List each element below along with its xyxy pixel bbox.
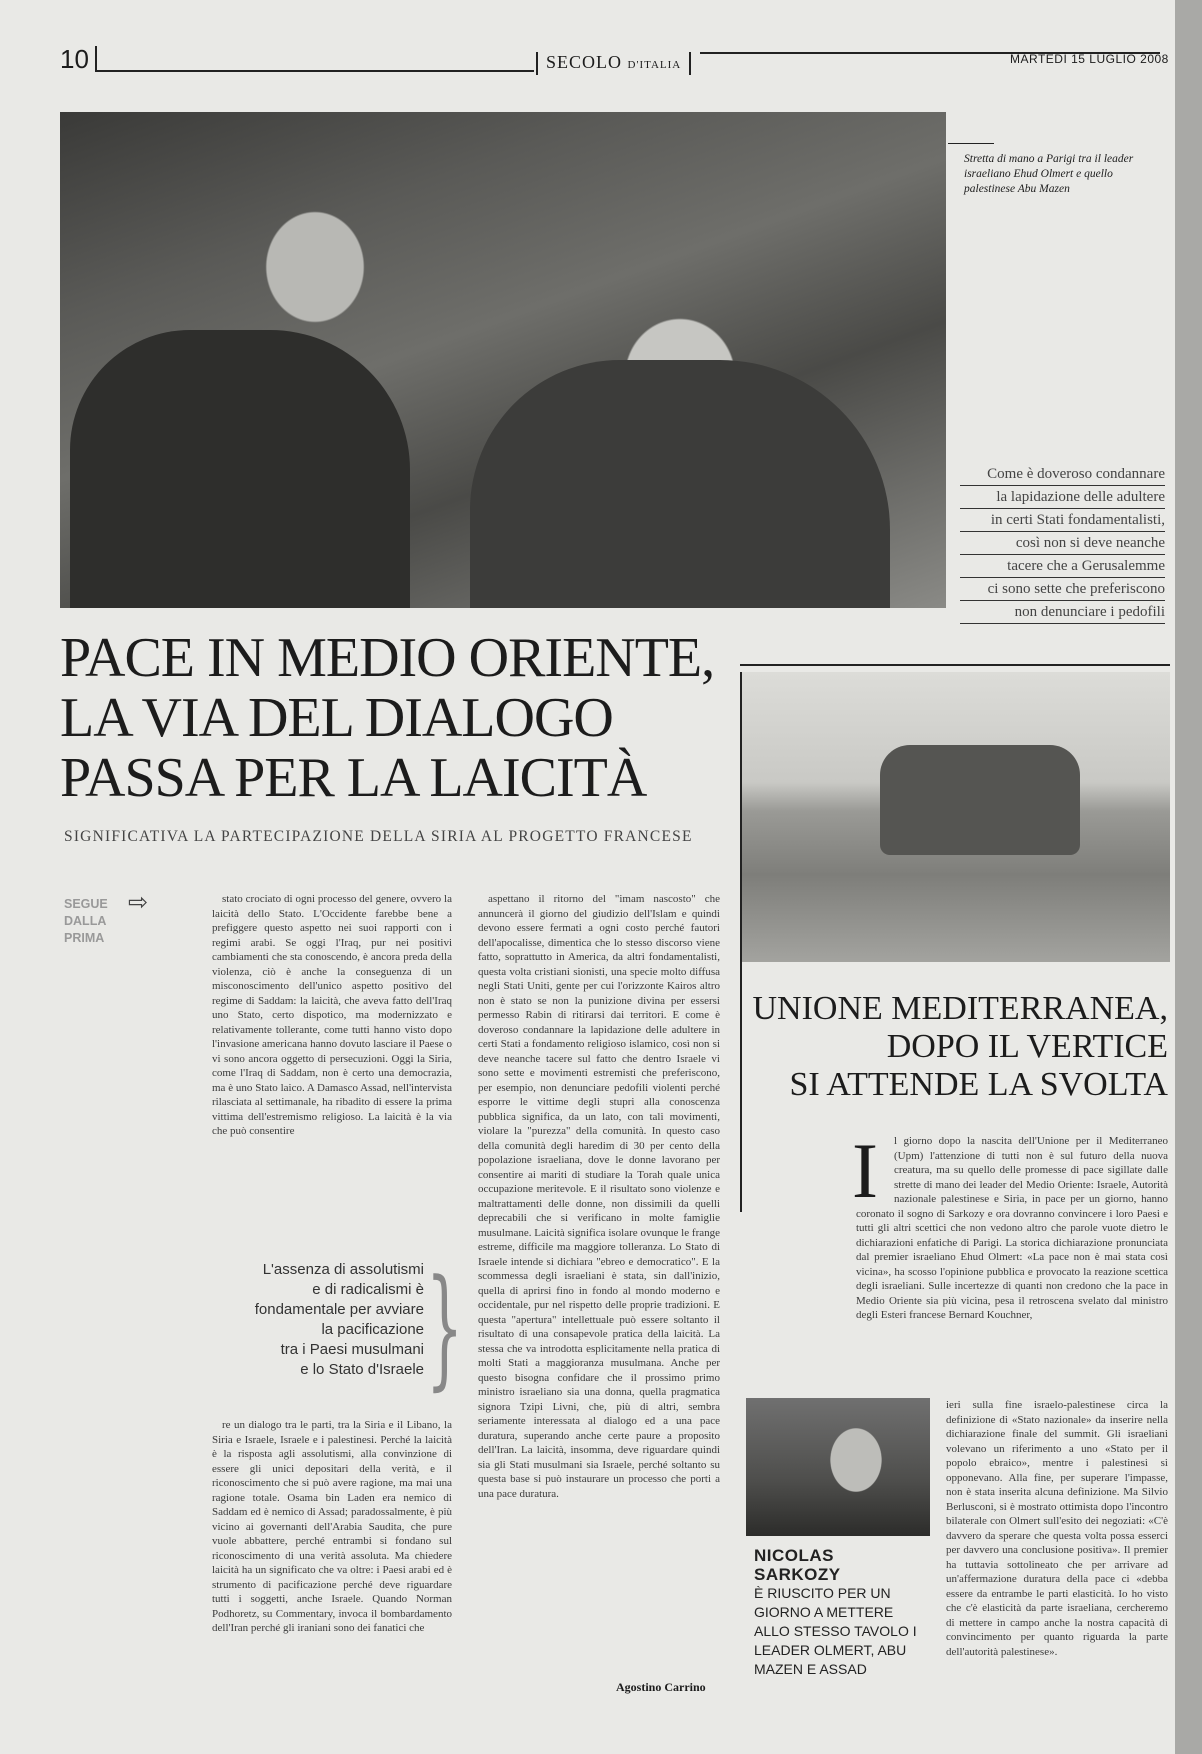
- sarkozy-caption: È RIUSCITO PER UN GIORNO A METTERE ALLO STESSO TAVOLO I LEADER OLMERT, ABU MAZEN E ASSAD: [754, 1585, 917, 1677]
- article-paragraph: aspettano il ritorno del "imam nascosto" che annuncerà il giorno del giudizio dell'Islam e quindi devono essere fermati a ogni costo perché fautori dell'apocalisse, dimentica che lo stesso discorso viene fatto, soprattutto in America, da altri fondamentalisti, questa volta cristiani sionisti, una specie molto diffusa negli Stati Uniti, gente per cui l'orizzonte Kairos altro non è stato se non la punizione divina per essersi permesso Rabin di ritirarsi dai territori. E come è doveroso condannare la lapidazione delle adultere in certi Stati a fondamento religioso islamico, così non si deve neanche tacere sul fatto che dentro Israele vi sono sette e movimenti estremisti che preferiscono, per esempio, non denunciare pedofili violenti perché esporre le vittime degli stupri alla conoscenza pubblica significa, da un lato, con tali movimenti, violare la "purezza" della comunità. In questo caso della comunità degli haredim di 30 per cento della popolazione israeliana, dove le donne lavorano per consentire ai mariti di studiare la Torah quale unica occupazione meritevole. E il risultato sono violenze e maltrattamenti delle donne, non dissimili da quelli deprecabili che si verificano in molte famiglie musulmane. Laicità significa isolare ovunque le frange estreme, difficile ma maggiore tolleranza. Lo Stato di Israele intende si dichiara "ebreo e democratico". E la scommessa degli israeliani è stata, sin dall'inizio, quella di aprirsi fino in fondo al mondo moderno e occidentale, pur nel rispetto delle proprie tradizioni. E questa "apertura" intellettuale può essere soltanto il risultato di una consapevole pratica della laicità. La stessa che va introdotta esplicitamente nella pratica di molti Stati a maggioranza musulmana. Anche per questo bisogna confidare che il prossimo primo ministro israeliano sia una donna, quella pragmatica signora Tzipi Livni, che, più di altri, sembra seriamente interessata al dialogo ed a una pace duratura, superando anche certe paure a proposito dell'Iran. La laicità, insomma, deve riguardare quindi sia gli Stati musulmani sia Israele, perché soltanto su questa base si può instaurare un processo che porti a una pace duratura.: [478, 893, 720, 1500]
- article-paragraph: stato crociato di ogni processo del genere, ovvero la laicità dello Stato. L'Occidente farebbe bene a prefiggere questo aspetto nei suoi rapporti con i regimi arabi. Se oggi l'Iraq, pur nei positivi cambiamenti che sta conoscendo, è ancora preda della violenza, ciò è anche la conseguenza di un misconoscimento dell'unico aspetto positivo del regime di Saddam: la laicità, che aveva fatto dell'Iraq uno Stato, certo dispotico, ma modernizzato e relativamente tollerante, come tutti hanno visto dopo l'invasione americana hanno dovuto lasciare il Paese o vi sono ancora oggetto di persecuzioni. Oggi la Siria, come l'Iraq di Saddam, non è certo una democrazia, ma è uno Stato laico. A Damasco Assad, nell'intervista rilasciata al settimanale, ha ribadito di essere la prima vittima dell'estremismo religioso. La laicità è la via che può consentire: [212, 893, 452, 1137]
- article-column-1-bottom: [212, 1418, 452, 1688]
- article-column-2: [478, 892, 720, 1676]
- pull-quote-2-line: e di radicalismi è: [312, 1281, 424, 1298]
- side-headline-line: UNIONE MEDITERRANEA,: [752, 990, 1168, 1027]
- pull-quote-1-line: tacere che a Gerusalemme: [960, 555, 1165, 578]
- side-article-paragraph: [856, 1134, 1168, 1323]
- pull-quote-2-line: la pacificazione: [321, 1321, 424, 1338]
- side-article-paragraph: ieri sulla fine israelo-palestinese circa la definizione di «Stato nazionale» da inserire nella dichiarazione finale del summit. Gli israeliani volevano un riferimento a uno «Stato per il popolo ebraico», mentre i palestinesi si opponevano. Alla fine, per superare l'impasse, non è stata inserita alcuna definizione. Ma Silvio Berlusconi, si è mostrato ottimista dopo l'incontro bilaterale con Olmert sull'esito dei negoziati: «C'è davvero da sperare che questa volta possa esserci per davvero una conclusione positiva». Il premier ha tuttavia sottolineato che per arrivare ad un'affermazione duratura della pace ci «debba essere da entrambe le parti elasticità. Io ho visto che c'è elasticità da parte israeliana, cercheremo di mettere in campo anche la nostra capacità di convincimento per quanto riguarda la parte dell'autorità palestinese».: [946, 1399, 1168, 1658]
- page-number: 10: [60, 46, 97, 72]
- masthead-main: SECOLO: [546, 52, 623, 72]
- main-subheadline: SIGNIFICATIVA LA PARTECIPAZIONE DELLA SIRIA AL PROGETTO FRANCESE: [64, 828, 693, 845]
- pull-quote-1-line: la lapidazione delle adultere: [960, 486, 1165, 509]
- continued-word: PRIMA: [64, 931, 105, 945]
- continued-word: SEGUE: [64, 897, 108, 911]
- masthead: [536, 52, 691, 75]
- pull-quote-1-line: ci sono sette che preferiscono: [960, 578, 1165, 601]
- main-headline-line: PASSA PER LA LAICITÀ: [60, 747, 647, 809]
- caption-rule: [948, 143, 994, 144]
- side-article-continuation: [946, 1398, 1168, 1698]
- article-paragraph: re un dialogo tra le parti, tra la Siria e il Libano, la Siria e Israele, Israele e i palestinesi. Perché la laicità è la risposta agli assolutismi, alla convinzione di essere gli unici depositari della verità, e il riconoscimento che si può avere ragione, ma mai una ragione totale. Osama bin Laden era nemico di Saddam ed è nemico di Assad; paradossalmente, è più vicino ai governanti dell'Arabia Saudita, che pure vuole abbattere, perché entrambi si fondano sul riconoscimento di una verità assoluta. Ma chiedere laicità ha un significato che va oltre: i Paesi arabi ed è strumento di pacificazione perché deve riguardare tutti i soggetti, anche Israele. Quando Norman Podhoretz, su Commentary, invoca il bombardamento dell'Iran perché gli iraniani sono dei fanatici che: [212, 1419, 452, 1634]
- photo-caption: Stretta di mano a Parigi tra il leader israeliano Ehud Olmert e quello palestinese Abu Mazen: [964, 153, 1134, 195]
- side-box-left-rule: [740, 672, 742, 1212]
- side-headline: [740, 990, 1168, 1104]
- photo-figure-left: [70, 330, 410, 608]
- article-author: Agostino Carrino: [616, 1680, 706, 1694]
- arrow-right-icon: ⇨: [128, 888, 149, 916]
- pull-quote-1-line: non denunciare i pedofili: [960, 601, 1165, 624]
- sarkozy-name: NICOLAS SARKOZY: [754, 1546, 841, 1584]
- header-rule-left: [96, 70, 534, 72]
- dropcap-space: [856, 1134, 894, 1194]
- pull-quote-2-line: L'assenza di assolutismi: [262, 1261, 424, 1278]
- continued-word: DALLA: [64, 914, 107, 928]
- photo-figure-right: [470, 360, 890, 608]
- pull-quote-2: [228, 1260, 424, 1380]
- side-article-text: l giorno dopo la nascita dell'Unione per il Mediterraneo (Upm) l'attenzione di tutti non è sul futuro della nuova creatura, ma su quello delle promesse di pace sigillate dalle strette di mano dei leader del Medio Oriente: Israele, Autorità nazionale palestinese e Siria, in pace per un giorno, hanno coronato il sogno di Sarkozy e ora dovranno convincere i loro Paesi e tutti gli altri scettici che non vedono altro che parole vuote dietro le dichiarazioni enfatiche di Parigi. La storica dichiarazione pronunciata dal premier israeliano Ehud Olmert: «La pace non è mai stata così vicina», ha scosso l'opinione pubblica e provocato la reazione scettica degli israeliani. Sulle incertezze di quanti non credono che la pace in Medio Oriente sia più vicina, pesa il retroscena svelato dal ministro degli Esteri francese Bernard Kouchner,: [856, 1135, 1168, 1321]
- pull-quote-1-line: Come è doveroso condannare: [960, 463, 1165, 486]
- header-date: MARTEDÌ 15 LUGLIO 2008: [1010, 52, 1169, 66]
- main-headline-line: PACE IN MEDIO ORIENTE,: [60, 627, 715, 689]
- pull-quote-1: [960, 463, 1165, 624]
- main-headline: [60, 628, 714, 808]
- pull-quote-1-line: in certi Stati fondamentalisti,: [960, 509, 1165, 532]
- dropcap: I: [852, 1127, 878, 1214]
- pull-quote-2-line: tra i Paesi musulmani: [280, 1341, 424, 1358]
- side-box-top-rule: [740, 664, 1170, 666]
- pull-quote-2-line: e lo Stato d'Israele: [300, 1361, 424, 1378]
- article-column-1-top: [212, 892, 452, 1242]
- brace-ornament: }: [426, 1251, 464, 1403]
- page-edge: [1175, 0, 1202, 1754]
- sarkozy-photo: [746, 1398, 930, 1536]
- sarkozy-caption-box: [754, 1546, 924, 1679]
- side-headline-line: DOPO IL VERTICE: [886, 1028, 1168, 1065]
- side-headline-line: SI ATTENDE LA SVOLTA: [789, 1066, 1168, 1103]
- tank-shape: [880, 745, 1080, 855]
- main-headline-line: LA VIA DEL DIALOGO: [60, 687, 613, 749]
- pull-quote-1-line: così non si deve neanche: [960, 532, 1165, 555]
- masthead-small: D'ITALIA: [627, 59, 682, 71]
- pull-quote-2-line: fondamentale per avviare: [254, 1301, 424, 1318]
- continued-from-front: [64, 896, 108, 947]
